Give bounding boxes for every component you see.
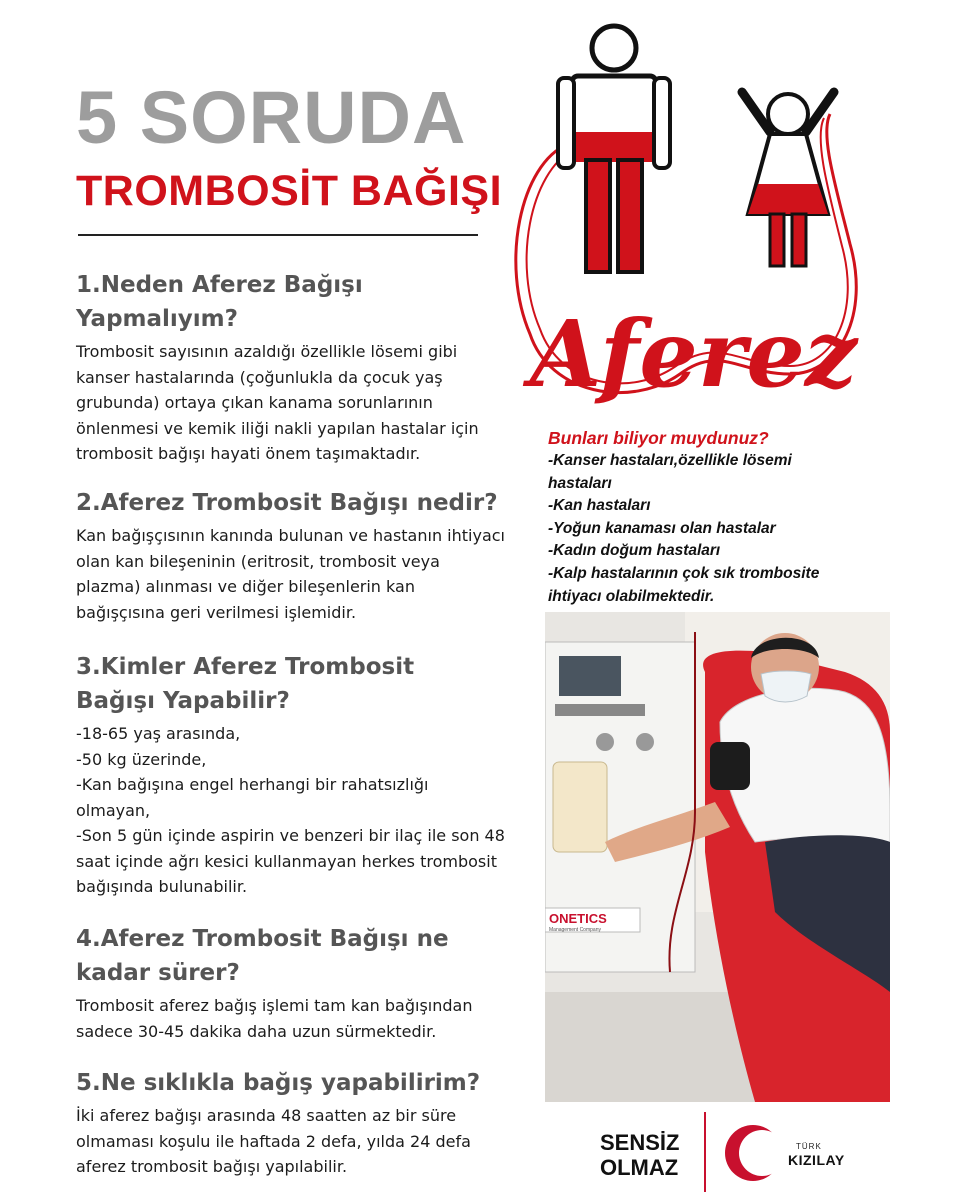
donor-mask: [761, 671, 811, 702]
facts-line: hastaları: [548, 474, 612, 492]
aferez-illustration: [490, 14, 900, 434]
machine-dial: [636, 733, 654, 751]
question-3: [76, 650, 536, 900]
question-body: Trombosit sayısının azaldığı özellikle lösemi gibi kanser hastalarında (çoğunlukla da çocuk yaş grubunda) ortaya çıkan kanama sorunlarının önlenmesi ve kemik iliği nakli yapılan hastalar için trombosit bağışı hayati önem taşımaktadır.: [76, 342, 479, 463]
machine-sublabel: Management Company: [549, 927, 601, 933]
question-5: [76, 1066, 536, 1180]
bp-cuff: [710, 742, 750, 790]
org-name: KIZILAY: [788, 1152, 845, 1168]
blood-bag: [553, 762, 607, 852]
machine-screen: [559, 656, 621, 696]
question-heading: 3.Kimler Aferez Trombosit Bağışı Yapabilir?: [76, 654, 415, 714]
question-heading: 1.Neden Aferez Bağışı Yapmalıyım?: [76, 272, 363, 332]
question-body: Kan bağışçısının kanında bulunan ve hastanın ihtiyacı olan kan bileşeninin (eritrosit, trombosit veya plazma) alınması ve diğer bileşenlerin kan bağışçısına geri verilmesi işlemidir.: [76, 526, 505, 622]
question-body: İki aferez bağışı arasında 48 saatten az bir süre olmaması koşulu ile haftada 2 defa, yılda 24 defa aferez trombosit bağışı yapılabilir.: [76, 1106, 471, 1176]
facts-title: Bunları biliyor muydunuz?: [548, 428, 769, 448]
question-heading: 4.Aferez Trombosit Bağışı ne kadar sürer?: [76, 926, 449, 986]
adult-arm-right: [654, 78, 670, 168]
slogan: SENSİZ OLMAZ: [600, 1130, 680, 1180]
facts-line: -Kalp hastalarının çok sık trombosite: [548, 564, 820, 582]
adult-head: [592, 26, 636, 70]
child-head: [768, 94, 808, 134]
facts-line: ihtiyacı olabilmektedir.: [548, 587, 715, 605]
question-heading: 5.Ne sıklıkla bağış yapabilirim?: [76, 1070, 481, 1096]
facts-line: -Kanser hastaları,özellikle lösemi: [548, 452, 792, 469]
machine-panel: [555, 704, 645, 716]
aferez-script-word: Aferez: [530, 300, 858, 408]
child-figure: [742, 92, 834, 266]
page-subtitle: TROMBOSİT BAĞIŞI: [76, 167, 503, 215]
question-body: Trombosit aferez bağış işlemi tam kan bağışından sadece 30-45 dakika daha uzun sürmektedir.: [76, 996, 473, 1041]
facts-line: -Yoğun kanaması olan hastalar: [548, 519, 776, 537]
page-title: 5 SORUDA: [76, 76, 467, 159]
facts-box: [548, 426, 888, 608]
adult-arm-left: [558, 78, 574, 168]
adult-torso-red: [574, 132, 654, 162]
question-2: [76, 486, 536, 625]
machine-dial: [596, 733, 614, 751]
question-4: [76, 922, 536, 1044]
facts-line: -Kan hastaları: [548, 497, 651, 515]
footer-divider: [704, 1112, 706, 1192]
question-1: [76, 268, 536, 467]
adult-leg-right: [618, 160, 642, 272]
adult-leg-left: [586, 160, 610, 272]
machine-label: ONETICS: [549, 911, 607, 926]
title-divider: [78, 234, 478, 236]
crescent-icon: [720, 1120, 786, 1186]
org-small: TÜRK: [796, 1142, 822, 1151]
facts-line: -Kadın doğum hastaları: [548, 542, 721, 560]
child-dress-red: [748, 184, 828, 214]
child-leg-right: [792, 214, 806, 266]
facts-list: [548, 450, 888, 608]
question-body: -18-65 yaş arasında, -50 kg üzerinde, -Kan bağışına engel herhangi bir rahatsızlığı olmayan, -Son 5 gün içinde aspirin ve benzeri bir ilaç ile son 48 saat içinde ağrı kesici kullanmayan herkes trombosit bağışında bulunabilir.: [76, 724, 505, 896]
adult-figure: [558, 26, 670, 272]
donor-photo: [545, 612, 890, 1102]
question-heading: 2.Aferez Trombosit Bağışı nedir?: [76, 490, 498, 516]
child-leg-left: [770, 214, 784, 266]
footer-logo: [600, 1112, 900, 1192]
